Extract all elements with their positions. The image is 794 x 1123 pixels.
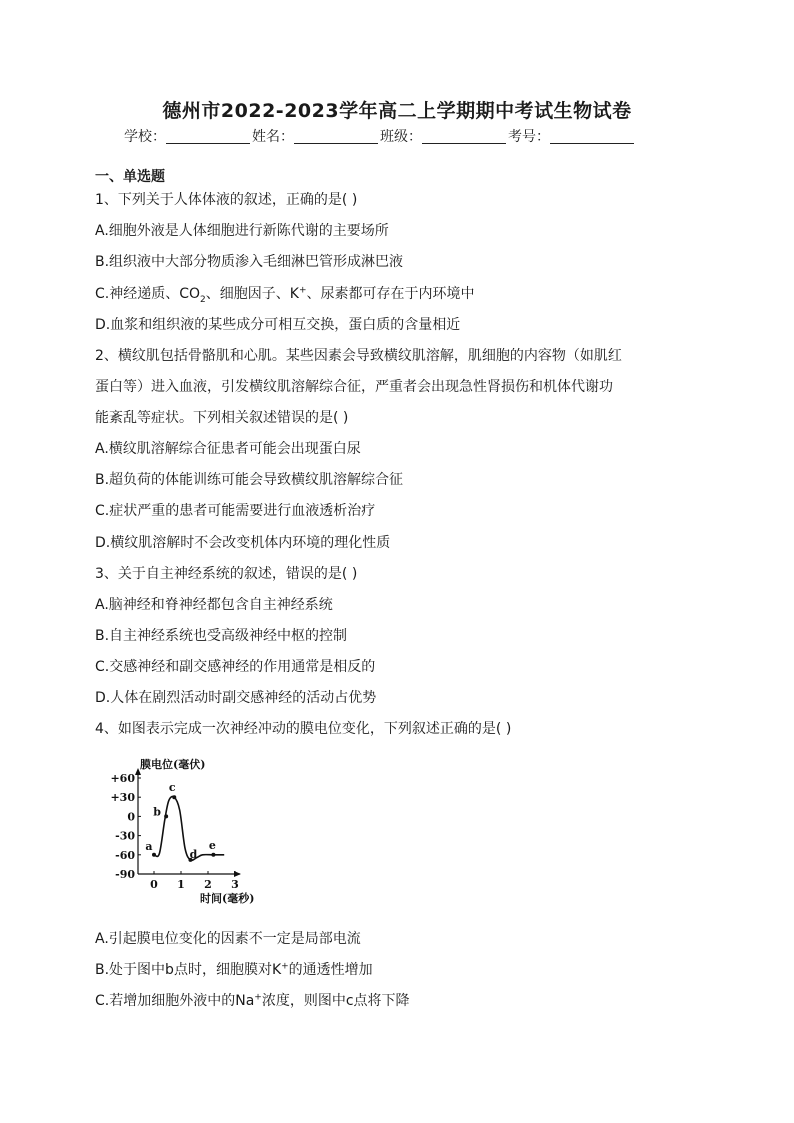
x-tick-label: 3 [231, 878, 239, 891]
point-label-b: b [153, 805, 162, 819]
q4-c-sup: + [254, 992, 262, 1003]
page-title: 德州市2022-2023学年高二上学期期中考试生物试卷 [162, 100, 632, 122]
q4-option-c [95, 990, 410, 1010]
y-tick-label: 0 [127, 810, 135, 824]
q4-b-part2: 的通透性增加 [288, 962, 373, 978]
membrane-potential-chart [104, 756, 254, 908]
q2-stem-line1: 2、横纹肌包括骨骼肌和心肌。某些因素会导致横纹肌溶解，肌细胞的内容物（如肌红 [95, 348, 622, 364]
q2-option-a: A.横纹肌溶解综合征患者可能会出现蛋白尿 [95, 441, 361, 457]
y-tick-label: -90 [115, 868, 135, 881]
q3-option-d: D.人体在剧烈活动时副交感神经的活动占优势 [95, 690, 377, 706]
point-label-a: a [145, 839, 153, 853]
q4-stem: 4、如图表示完成一次神经冲动的膜电位变化，下列叙述正确的是( ) [95, 721, 512, 737]
q3-stem: 3、关于自主神经系统的叙述，错误的是( ) [95, 566, 358, 582]
point-a [152, 853, 156, 857]
x-tick-label: 1 [177, 878, 185, 891]
q2-option-d: D.横纹肌溶解时不会改变机体内环境的理化性质 [95, 535, 391, 551]
x-tick-label: 0 [150, 878, 158, 891]
q4-option-a: A.引起膜电位变化的因素不一定是局部电流 [95, 931, 361, 947]
q4-option-b [95, 959, 373, 979]
class-label: 班级： [380, 129, 422, 145]
name-blank[interactable] [294, 129, 378, 144]
q3-option-a: A.脑神经和脊神经都包含自主神经系统 [95, 597, 333, 613]
student-info-row [124, 126, 636, 146]
school-label: 学校： [124, 129, 166, 145]
y-tick-label: -60 [115, 848, 135, 862]
number-label: 考号： [508, 129, 550, 145]
q4-c-part1: C.若增加细胞外液中的Na [95, 993, 255, 1009]
y-tick-label: +60 [110, 772, 135, 785]
q4-b-sup: + [281, 961, 289, 972]
q1-c-sup: + [298, 285, 307, 296]
q3-option-c: C.交感神经和副交感神经的作用通常是相反的 [95, 659, 376, 675]
point-e [211, 853, 215, 857]
y-tick-label: -30 [115, 829, 135, 843]
q1-c-part2: 、细胞因子、K [205, 286, 299, 302]
point-label-c: c [168, 781, 176, 795]
q1-option-b: B.组织液中大部分物质渗入毛细淋巴管形成淋巴液 [95, 254, 404, 270]
q1-c-sub: 2 [200, 294, 206, 305]
q3-option-b: B.自主神经系统也受高级神经中枢的控制 [95, 628, 348, 644]
q1-option-c [95, 283, 475, 303]
number-blank[interactable] [550, 129, 634, 144]
q2-option-c: C.症状严重的患者可能需要进行血液透析治疗 [95, 503, 376, 519]
q2-stem-line2: 蛋白等）进入血液，引发横纹肌溶解综合征，严重者会出现急性肾损伤和机体代谢功 [95, 379, 613, 395]
point-b [164, 814, 168, 818]
point-c [172, 795, 176, 799]
point-label-d: d [189, 847, 198, 861]
q1-option-d: D.血浆和组织液的某些成分可相互交换，蛋白质的含量相近 [95, 317, 461, 333]
q1-c-part3: 、尿素都可存在于内环境中 [306, 286, 475, 302]
q1-stem: 1、下列关于人体体液的叙述，正确的是( ) [95, 192, 358, 208]
q4-c-part2: 浓度，则图中c点将下降 [261, 993, 410, 1009]
name-label: 姓名： [252, 129, 294, 145]
x-tick-label: 2 [204, 878, 212, 891]
y-tick-label: +30 [110, 791, 135, 805]
q1-option-a: A.细胞外液是人体细胞进行新陈代谢的主要场所 [95, 223, 389, 239]
school-blank[interactable] [166, 129, 250, 144]
q2-option-b: B.超负荷的体能训练可能会导致横纹肌溶解综合征 [95, 472, 404, 488]
point-label-e: e [208, 838, 216, 852]
q4-b-part1: B.处于图中b点时，细胞膜对K [95, 962, 282, 978]
chart-x-axis-label: 时间(毫秒) [200, 892, 254, 905]
q2-stem-line3: 能紊乱等症状。下列相关叙述错误的是( ) [95, 410, 349, 426]
q1-c-part1: C.神经递质、CO [95, 286, 201, 302]
class-blank[interactable] [422, 129, 506, 144]
section-heading: 一、单选题 [95, 169, 165, 185]
chart-y-axis-label: 膜电位(毫伏) [140, 758, 206, 771]
